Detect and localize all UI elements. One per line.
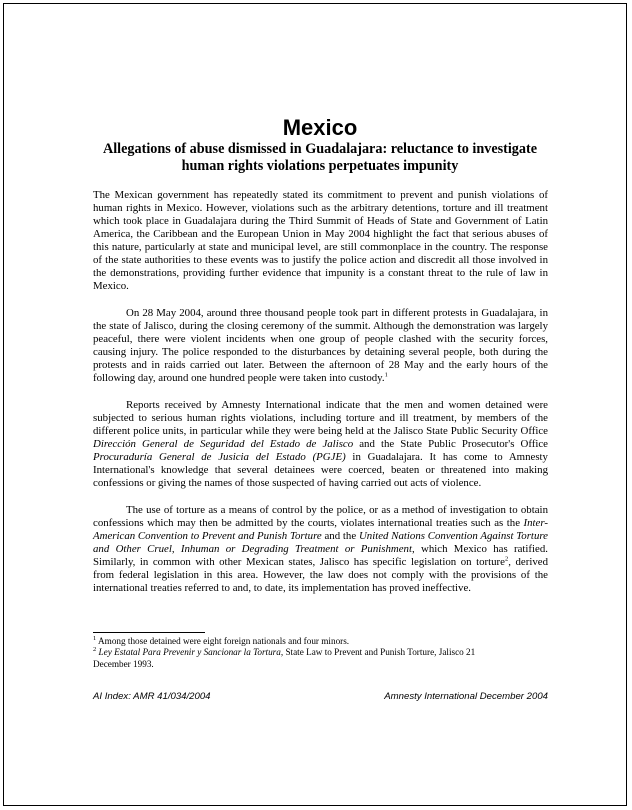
paragraph-3-text-d: Procuraduría General de Jusicia del Estado (PGJE) — [93, 451, 346, 463]
paragraph-1-text: The Mexican government has repeatedly stated its commitment to prevent and punish violations of human rights in Mexico. However, violations such as the arbitrary detentions, torture and ill treatment which took place in Guadalajara during the Third Summit of Heads of State and Government of Latin America, the Caribbean and the European Union in May 2004 highlight the fact that serious abuses of this nature, particularly at state and municipal level, are still commonplace in the country. The response of the state authorities to these events was to justify the police action and discredit all those involved in the demonstrations, providing further evidence that impunity is a constant threat to the rule of law in Mexico. — [93, 189, 548, 292]
footnote-ref-2[interactable]: 2 — [504, 555, 509, 563]
footnote-1-text: Among those detained were eight foreign nationals and four minors. — [96, 636, 350, 646]
paragraph-3-text-c: and the State Public Prosecutor's Office — [353, 438, 548, 450]
paragraph-4-text-f: , derived from federal legislation in this area. However, the law does not comply with the provisions of the international treaties referred to and, to date, its implementation has proved ineffective. — [93, 556, 548, 594]
paragraph-4-text-a: The use of torture as a means of control by the police, or as a method of investigation to obtain confessions which may then be admitted by the courts, violates international treaties such as the — [93, 504, 548, 529]
paragraph-4-text-d: United Nations Convention Against Torture and Other Cruel, Inhuman or Degrading Treatment or Punishment — [93, 530, 548, 555]
footnote-2-italic: Ley Estatal Para Prevenir y Sancionar la Tortura, — [96, 647, 284, 658]
paragraph-2 — [93, 307, 548, 385]
paragraph-3-text-a: Reports received by Amnesty International indicate that the men and women detained were subjected to serious human rights violations, including torture and ill treatment, by members of the different police units, in particular while they were being held at the Jalisco State Public Security Office — [93, 399, 548, 437]
footnote-2-text: State Law to Prevent and Punish Torture, Jalisco 21 December 1993. — [93, 647, 476, 669]
paragraph-4-text-e: , which Mexico has ratified. Similarly, in common with other Mexican states, Jalisco has specific legislation on torture — [93, 543, 548, 568]
page — [3, 3, 627, 806]
page-subtitle: Allegations of abuse dismissed in Guadalajara: reluctance to investigate human rights violations perpetuates impunity — [102, 141, 538, 174]
paragraph-3 — [93, 399, 548, 490]
paragraph-1 — [93, 189, 548, 293]
page-title: Mexico — [282, 115, 358, 140]
body-text — [93, 189, 548, 609]
footer-publisher-date: Amnesty International December 2004 — [384, 691, 548, 702]
paragraph-3-text-b: Dirección General de Seguridad del Estado de Jalisco — [93, 438, 354, 450]
paragraph-2-text: On 28 May 2004, around three thousand people took part in different protests in Guadalajara, in the state of Jalisco, during the closing ceremony of the summit. Although the demonstration was largely peaceful, there were violent incidents when one group of people clashed with the security forces, causing injury. The police responded to the disturbances by detaining several people, both during the protests and in raids carried out later. Between the afternoon of 28 May and the early hours of the following day, around one hundred people were taken into custody. — [93, 307, 548, 384]
footnote-1 — [93, 636, 513, 647]
footnote-ref-1[interactable]: 1 — [384, 371, 388, 379]
footnote-divider — [93, 632, 205, 633]
footnote-2 — [93, 647, 513, 670]
paragraph-4-text-c: and the — [321, 530, 359, 542]
paragraph-4-text-b: Inter-American Convention to Prevent and Punish Torture — [93, 517, 548, 542]
footer-ai-index: AI Index: AMR 41/034/2004 — [93, 691, 211, 702]
footnote-1-number: 1 — [93, 634, 97, 642]
footnote-2-number: 2 — [93, 646, 97, 654]
footnotes — [93, 636, 513, 670]
paragraph-4 — [93, 504, 548, 595]
paragraph-3-text-e: in Guadalajara. It has come to Amnesty International's knowledge that several detainees were coerced, beaten or threatened into making confessions or giving the names of those suspected of having carried out acts of violence. — [93, 451, 548, 489]
